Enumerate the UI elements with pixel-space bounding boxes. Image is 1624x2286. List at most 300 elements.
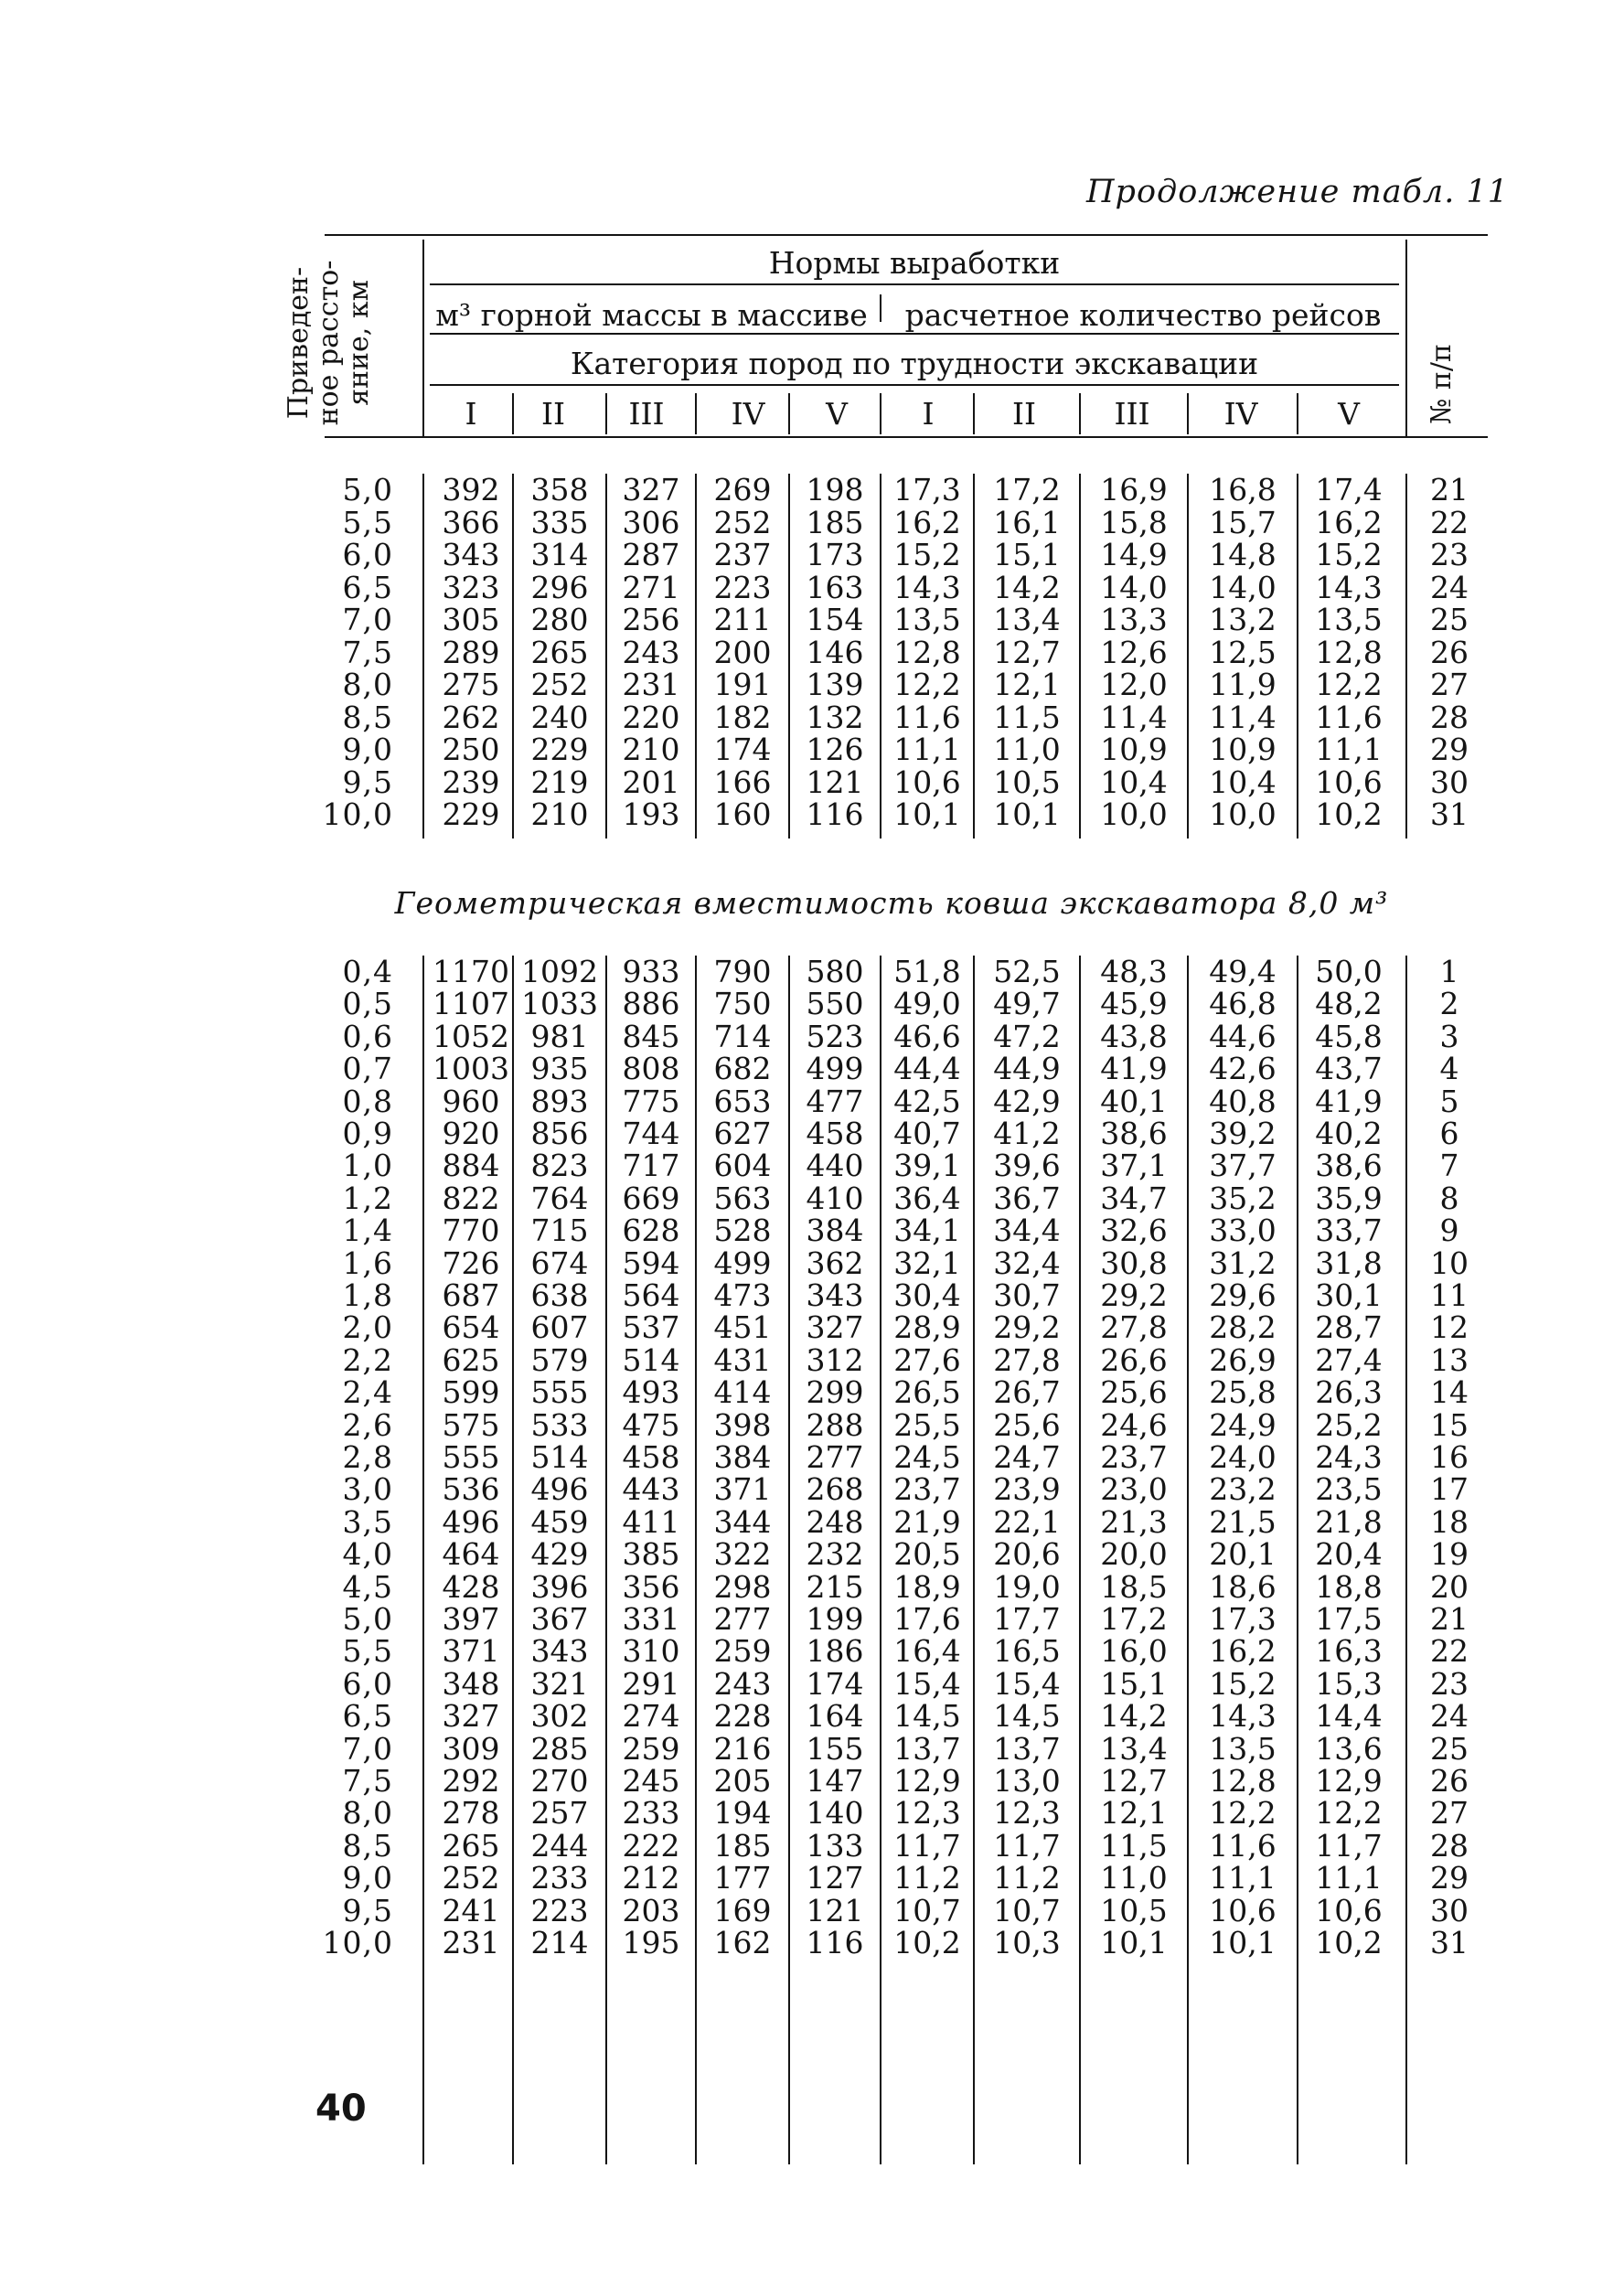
trips-cat4-cell: 31,2 bbox=[1209, 1244, 1277, 1281]
vol-cat4-cell: 269 bbox=[713, 472, 772, 507]
vol-cat3-cell: 628 bbox=[622, 1212, 680, 1249]
vol-cat5-cell: 410 bbox=[806, 1180, 864, 1216]
trips-cat4-cell: 46,8 bbox=[1209, 986, 1277, 1022]
vol-cat2-cell: 935 bbox=[530, 1051, 589, 1087]
table-row bbox=[0, 1603, 1624, 1636]
vol-cat1-cell: 884 bbox=[442, 1148, 500, 1184]
trips-cat1-cell: 26,5 bbox=[893, 1374, 961, 1411]
table-row bbox=[0, 636, 1624, 669]
row-number-cell: 3 bbox=[1439, 1018, 1459, 1054]
vol-cat2-cell: 270 bbox=[530, 1763, 589, 1799]
col-header-sep bbox=[512, 393, 514, 434]
vol-cat3-cell: 245 bbox=[622, 1763, 680, 1799]
trips-cat5-cell: 12,8 bbox=[1315, 634, 1383, 670]
trips-cat5-cell: 25,2 bbox=[1315, 1406, 1383, 1443]
trips-cat1-cell: 16,4 bbox=[893, 1633, 961, 1670]
trips-cat1-cell: 30,4 bbox=[893, 1277, 961, 1313]
distance-cell: 3,0 bbox=[342, 1471, 393, 1508]
vol-cat2-cell: 343 bbox=[530, 1633, 589, 1670]
row-number-cell: 24 bbox=[1430, 569, 1469, 605]
column-separator bbox=[1079, 956, 1081, 2164]
trips-cat5-cell: 16,3 bbox=[1315, 1633, 1383, 1670]
vol-cat3-cell: 256 bbox=[622, 602, 680, 637]
trips-cat3-cell: 12,6 bbox=[1100, 634, 1168, 670]
col-header-trips-5: V bbox=[1338, 396, 1360, 432]
column-separator bbox=[422, 956, 424, 2164]
trips-cat2-cell: 17,2 bbox=[993, 472, 1061, 507]
vol-cat2-cell: 240 bbox=[530, 699, 589, 735]
norms-rule bbox=[430, 283, 1399, 285]
col-header-vol-2: II bbox=[540, 396, 566, 432]
trips-cat1-cell: 12,9 bbox=[893, 1763, 961, 1799]
vol-cat1-cell: 575 bbox=[442, 1406, 500, 1443]
column-separator bbox=[605, 956, 607, 2164]
trips-cat4-cell: 11,9 bbox=[1209, 667, 1277, 702]
table-row bbox=[0, 1341, 1624, 1378]
column-separator bbox=[695, 474, 697, 839]
vol-cat1-cell: 1170 bbox=[433, 954, 509, 989]
vol-cat2-cell: 715 bbox=[530, 1212, 589, 1249]
trips-cat3-cell: 11,5 bbox=[1100, 1827, 1168, 1864]
column-separator bbox=[880, 474, 881, 839]
column-separator bbox=[1405, 474, 1407, 839]
distance-cell: 2,8 bbox=[342, 1439, 393, 1475]
vol-cat1-cell: 397 bbox=[442, 1601, 500, 1637]
trips-cat5-cell: 43,7 bbox=[1315, 1051, 1383, 1087]
vol-cat5-cell: 440 bbox=[806, 1148, 864, 1184]
trips-cat3-cell: 29,2 bbox=[1100, 1277, 1168, 1313]
vol-cat1-cell: 231 bbox=[442, 1925, 500, 1960]
col-header-sep bbox=[788, 393, 790, 434]
trips-cat5-cell: 10,2 bbox=[1315, 796, 1383, 832]
trips-cat5-cell: 27,4 bbox=[1315, 1341, 1383, 1378]
trips-cat5-cell: 21,8 bbox=[1315, 1503, 1383, 1540]
trips-cat1-cell: 12,3 bbox=[893, 1795, 961, 1832]
trips-cat3-cell: 21,3 bbox=[1100, 1503, 1168, 1540]
trips-cat5-cell: 10,6 bbox=[1315, 764, 1383, 800]
trips-cat5-cell: 35,9 bbox=[1315, 1180, 1383, 1216]
vol-cat5-cell: 523 bbox=[806, 1018, 864, 1054]
trips-cat3-cell: 37,1 bbox=[1100, 1148, 1168, 1184]
vol-cat4-cell: 174 bbox=[713, 732, 772, 767]
trips-cat1-cell: 13,7 bbox=[893, 1730, 961, 1767]
vol-cat3-cell: 458 bbox=[622, 1439, 680, 1475]
table-row bbox=[0, 701, 1624, 734]
col-header-sep bbox=[1079, 393, 1081, 434]
trips-cat4-cell: 11,4 bbox=[1209, 699, 1277, 735]
table-row bbox=[0, 1892, 1624, 1928]
distance-cell: 2,0 bbox=[342, 1309, 393, 1346]
vol-cat1-cell: 275 bbox=[442, 667, 500, 702]
table-row bbox=[0, 1020, 1624, 1053]
vol-cat5-cell: 133 bbox=[806, 1827, 864, 1864]
trips-cat1-cell: 15,2 bbox=[893, 537, 961, 572]
row-number-cell: 28 bbox=[1430, 699, 1469, 735]
vol-cat1-cell: 555 bbox=[442, 1439, 500, 1475]
distance-cell: 1,6 bbox=[342, 1244, 393, 1281]
vol-cat3-cell: 195 bbox=[622, 1925, 680, 1960]
vol-cat1-cell: 239 bbox=[442, 764, 500, 800]
vol-cat1-cell: 654 bbox=[442, 1309, 500, 1346]
distance-cell: 7,5 bbox=[342, 634, 393, 670]
vol-cat3-cell: 356 bbox=[622, 1568, 680, 1605]
vol-cat5-cell: 327 bbox=[806, 1309, 864, 1346]
vol-cat4-cell: 653 bbox=[713, 1083, 772, 1119]
vol-cat1-cell: 392 bbox=[442, 472, 500, 507]
col-header-sep bbox=[973, 393, 975, 434]
trips-cat1-cell: 11,2 bbox=[893, 1860, 961, 1896]
col-header-trips-4: IV bbox=[1223, 396, 1258, 432]
row-number-cell: 22 bbox=[1430, 1633, 1469, 1670]
trips-cat2-cell: 16,5 bbox=[993, 1633, 1061, 1670]
vol-cat4-cell: 604 bbox=[713, 1148, 772, 1184]
trips-cat4-cell: 44,6 bbox=[1209, 1018, 1277, 1054]
vol-cat5-cell: 288 bbox=[806, 1406, 864, 1443]
trips-cat2-cell: 12,1 bbox=[993, 667, 1061, 702]
trips-cat3-cell: 10,0 bbox=[1100, 796, 1168, 832]
vol-cat4-cell: 200 bbox=[713, 634, 772, 670]
distance-cell: 7,0 bbox=[342, 602, 393, 637]
vol-cat3-cell: 203 bbox=[622, 1892, 680, 1928]
vol-cat3-cell: 306 bbox=[622, 504, 680, 540]
vol-cat2-cell: 335 bbox=[530, 504, 589, 540]
table-row bbox=[0, 1311, 1624, 1344]
trips-cat4-cell: 37,7 bbox=[1209, 1148, 1277, 1184]
column-separator bbox=[1297, 956, 1298, 2164]
table-row bbox=[0, 733, 1624, 766]
trips-cat4-cell: 10,4 bbox=[1209, 764, 1277, 800]
distance-cell: 8,0 bbox=[342, 667, 393, 702]
vol-cat5-cell: 299 bbox=[806, 1374, 864, 1411]
vol-cat4-cell: 473 bbox=[713, 1277, 772, 1313]
vol-cat4-cell: 160 bbox=[713, 796, 772, 832]
trips-cat3-cell: 14,2 bbox=[1100, 1698, 1168, 1735]
column-separator bbox=[1405, 956, 1407, 2164]
vol-cat2-cell: 302 bbox=[530, 1698, 589, 1735]
vol-cat2-cell: 893 bbox=[530, 1083, 589, 1119]
row-number-cell: 24 bbox=[1430, 1698, 1469, 1735]
vol-cat1-cell: 464 bbox=[442, 1536, 500, 1573]
vol-cat5-cell: 458 bbox=[806, 1116, 864, 1151]
vol-cat2-cell: 496 bbox=[530, 1471, 589, 1508]
distance-cell: 1,2 bbox=[342, 1180, 393, 1216]
trips-cat3-cell: 23,0 bbox=[1100, 1471, 1168, 1508]
row-number-cell: 28 bbox=[1430, 1827, 1469, 1864]
row-number-cell: 26 bbox=[1430, 634, 1469, 670]
trips-cat2-cell: 49,7 bbox=[993, 986, 1061, 1022]
trips-cat4-cell: 28,2 bbox=[1209, 1309, 1277, 1346]
vol-cat5-cell: 127 bbox=[806, 1860, 864, 1896]
vol-cat1-cell: 428 bbox=[442, 1568, 500, 1605]
trips-cat5-cell: 14,3 bbox=[1315, 569, 1383, 605]
trips-cat2-cell: 36,7 bbox=[993, 1180, 1061, 1216]
vol-cat1-cell: 371 bbox=[442, 1633, 500, 1670]
distance-cell: 6,0 bbox=[342, 1665, 393, 1702]
distance-cell: 2,2 bbox=[342, 1341, 393, 1378]
col-header-sep bbox=[880, 393, 881, 434]
table-row bbox=[0, 1765, 1624, 1798]
vol-cat3-cell: 744 bbox=[622, 1116, 680, 1151]
vol-cat4-cell: 185 bbox=[713, 1827, 772, 1864]
distance-cell: 7,5 bbox=[342, 1763, 393, 1799]
row-number-cell: 25 bbox=[1430, 602, 1469, 637]
trips-cat4-cell: 11,1 bbox=[1209, 1860, 1277, 1896]
row-number-cell: 8 bbox=[1439, 1180, 1459, 1216]
table-row bbox=[0, 1700, 1624, 1733]
column-separator bbox=[1079, 474, 1081, 839]
vol-cat4-cell: 211 bbox=[713, 602, 772, 637]
vol-cat2-cell: 223 bbox=[530, 1892, 589, 1928]
vol-cat5-cell: 186 bbox=[806, 1633, 864, 1670]
trips-cat1-cell: 20,5 bbox=[893, 1536, 961, 1573]
trips-cat5-cell: 17,4 bbox=[1315, 472, 1383, 507]
trips-cat5-cell: 11,6 bbox=[1315, 699, 1383, 735]
trips-cat3-cell: 15,1 bbox=[1100, 1665, 1168, 1702]
vol-cat3-cell: 443 bbox=[622, 1471, 680, 1508]
trips-cat3-cell: 26,6 bbox=[1100, 1341, 1168, 1378]
trips-cat2-cell: 29,2 bbox=[993, 1309, 1061, 1346]
vol-cat1-cell: 1107 bbox=[433, 986, 509, 1022]
distance-cell: 8,0 bbox=[342, 1795, 393, 1832]
table-row bbox=[0, 1730, 1624, 1767]
vol-cat5-cell: 232 bbox=[806, 1536, 864, 1573]
header-divider-left bbox=[422, 240, 424, 436]
vol-cat5-cell: 199 bbox=[806, 1601, 864, 1637]
trips-cat2-cell: 22,1 bbox=[993, 1503, 1061, 1540]
col-header-sep bbox=[1297, 393, 1298, 434]
vol-cat4-cell: 371 bbox=[713, 1471, 772, 1508]
trips-cat3-cell: 43,8 bbox=[1100, 1018, 1168, 1054]
vol-cat4-cell: 398 bbox=[713, 1406, 772, 1443]
trips-cat5-cell: 15,3 bbox=[1315, 1665, 1383, 1702]
distance-cell: 6,5 bbox=[342, 569, 393, 605]
trips-cat1-cell: 32,1 bbox=[893, 1244, 961, 1281]
trips-cat2-cell: 32,4 bbox=[993, 1244, 1061, 1281]
trips-cat4-cell: 21,5 bbox=[1209, 1503, 1277, 1540]
row-number-cell: 7 bbox=[1439, 1148, 1459, 1184]
trips-cat2-cell: 14,5 bbox=[993, 1698, 1061, 1735]
vol-cat5-cell: 146 bbox=[806, 634, 864, 670]
trips-cat2-cell: 24,7 bbox=[993, 1439, 1061, 1475]
trips-cat4-cell: 29,6 bbox=[1209, 1277, 1277, 1313]
vol-cat2-cell: 856 bbox=[530, 1116, 589, 1151]
row-number-cell: 25 bbox=[1430, 1730, 1469, 1767]
trips-cat5-cell: 12,2 bbox=[1315, 1795, 1383, 1832]
trips-cat1-cell: 51,8 bbox=[893, 954, 961, 989]
vol-cat2-cell: 981 bbox=[530, 1018, 589, 1054]
trips-cat5-cell: 12,2 bbox=[1315, 667, 1383, 702]
trips-cat4-cell: 13,2 bbox=[1209, 602, 1277, 637]
distance-cell: 0,7 bbox=[342, 1051, 393, 1087]
row-number-cell: 16 bbox=[1430, 1439, 1469, 1475]
trips-cat3-cell: 45,9 bbox=[1100, 986, 1168, 1022]
vol-cat1-cell: 292 bbox=[442, 1763, 500, 1799]
vol-cat5-cell: 163 bbox=[806, 569, 864, 605]
trips-cat2-cell: 25,6 bbox=[993, 1406, 1061, 1443]
vol-cat2-cell: 244 bbox=[530, 1827, 589, 1864]
trips-cat2-cell: 39,6 bbox=[993, 1148, 1061, 1184]
col-header-sep bbox=[1187, 393, 1189, 434]
trips-cat5-cell: 48,2 bbox=[1315, 986, 1383, 1022]
row-number-cell: 14 bbox=[1430, 1374, 1469, 1411]
row-number-cell: 27 bbox=[1430, 667, 1469, 702]
vol-cat3-cell: 220 bbox=[622, 699, 680, 735]
trips-cat2-cell: 11,7 bbox=[993, 1827, 1061, 1864]
vol-cat4-cell: 252 bbox=[713, 504, 772, 540]
vol-cat1-cell: 366 bbox=[442, 504, 500, 540]
vol-cat3-cell: 287 bbox=[622, 537, 680, 572]
vol-cat2-cell: 321 bbox=[530, 1665, 589, 1702]
trips-cat3-cell: 27,8 bbox=[1100, 1309, 1168, 1346]
vol-cat3-cell: 411 bbox=[622, 1503, 680, 1540]
distance-cell: 1,8 bbox=[342, 1277, 393, 1313]
trips-cat1-cell: 16,2 bbox=[893, 504, 961, 540]
page-number: 40 bbox=[315, 2088, 367, 2130]
vol-cat4-cell: 277 bbox=[713, 1601, 772, 1637]
vol-cat5-cell: 139 bbox=[806, 667, 864, 702]
vol-cat4-cell: 790 bbox=[713, 954, 772, 989]
trips-cat3-cell: 14,0 bbox=[1100, 569, 1168, 605]
trips-group-title: расчетное количество рейсов bbox=[904, 297, 1382, 333]
trips-cat2-cell: 30,7 bbox=[993, 1277, 1061, 1313]
trips-cat3-cell: 32,6 bbox=[1100, 1212, 1168, 1249]
distance-cell: 5,0 bbox=[342, 1601, 393, 1637]
vol-cat1-cell: 327 bbox=[442, 1698, 500, 1735]
trips-cat3-cell: 30,8 bbox=[1100, 1244, 1168, 1281]
trips-cat1-cell: 10,1 bbox=[893, 796, 961, 832]
trips-cat2-cell: 11,5 bbox=[993, 699, 1061, 735]
trips-cat1-cell: 24,5 bbox=[893, 1439, 961, 1475]
vol-cat2-cell: 459 bbox=[530, 1503, 589, 1540]
header-bottom-rule bbox=[325, 436, 1488, 438]
column-separator bbox=[880, 956, 881, 2164]
vol-cat5-cell: 140 bbox=[806, 1795, 864, 1832]
vol-cat4-cell: 431 bbox=[713, 1341, 772, 1378]
group-rule bbox=[430, 333, 1399, 335]
trips-cat2-cell: 41,2 bbox=[993, 1116, 1061, 1151]
group-divider bbox=[880, 294, 881, 322]
vol-cat2-cell: 233 bbox=[530, 1860, 589, 1896]
trips-cat5-cell: 14,4 bbox=[1315, 1698, 1383, 1735]
trips-cat4-cell: 10,1 bbox=[1209, 1925, 1277, 1960]
distance-cell: 9,5 bbox=[342, 1892, 393, 1928]
vol-cat5-cell: 147 bbox=[806, 1763, 864, 1799]
table-1-body bbox=[0, 474, 1624, 839]
row-number-cell: 2 bbox=[1439, 986, 1459, 1022]
trips-cat3-cell: 14,9 bbox=[1100, 537, 1168, 572]
trips-cat3-cell: 10,4 bbox=[1100, 764, 1168, 800]
trips-cat4-cell: 13,5 bbox=[1209, 1730, 1277, 1767]
distance-cell: 0,5 bbox=[342, 986, 393, 1022]
col-header-vol-5: V bbox=[826, 396, 848, 432]
vol-cat5-cell: 174 bbox=[806, 1665, 864, 1702]
vol-cat3-cell: 331 bbox=[622, 1601, 680, 1637]
trips-cat4-cell: 18,6 bbox=[1209, 1568, 1277, 1605]
trips-cat1-cell: 12,8 bbox=[893, 634, 961, 670]
table-row bbox=[0, 766, 1624, 799]
header-divider-right bbox=[1405, 240, 1407, 436]
trips-cat2-cell: 19,0 bbox=[993, 1568, 1061, 1605]
trips-cat1-cell: 44,4 bbox=[893, 1051, 961, 1087]
trips-cat3-cell: 10,9 bbox=[1100, 732, 1168, 767]
vol-cat1-cell: 265 bbox=[442, 1827, 500, 1864]
vol-cat2-cell: 285 bbox=[530, 1730, 589, 1767]
trips-cat1-cell: 14,5 bbox=[893, 1698, 961, 1735]
trips-cat1-cell: 14,3 bbox=[893, 569, 961, 605]
trips-cat5-cell: 31,8 bbox=[1315, 1244, 1383, 1281]
trips-cat4-cell: 12,2 bbox=[1209, 1795, 1277, 1832]
trips-cat1-cell: 17,6 bbox=[893, 1601, 961, 1637]
vol-cat2-cell: 533 bbox=[530, 1406, 589, 1443]
distance-cell: 5,5 bbox=[342, 1633, 393, 1670]
vol-cat5-cell: 198 bbox=[806, 472, 864, 507]
table-row bbox=[0, 1279, 1624, 1312]
trips-cat4-cell: 16,8 bbox=[1209, 472, 1277, 507]
trips-cat2-cell: 13,4 bbox=[993, 602, 1061, 637]
trips-cat3-cell: 12,7 bbox=[1100, 1763, 1168, 1799]
trips-cat3-cell: 40,1 bbox=[1100, 1083, 1168, 1119]
vol-cat3-cell: 493 bbox=[622, 1374, 680, 1411]
vol-cat2-cell: 555 bbox=[530, 1374, 589, 1411]
row-number-cell: 26 bbox=[1430, 1763, 1469, 1799]
trips-cat2-cell: 16,1 bbox=[993, 504, 1061, 540]
trips-cat3-cell: 41,9 bbox=[1100, 1051, 1168, 1087]
trips-cat2-cell: 20,6 bbox=[993, 1536, 1061, 1573]
table-row bbox=[0, 539, 1624, 572]
table-row bbox=[0, 1117, 1624, 1150]
vol-cat5-cell: 550 bbox=[806, 986, 864, 1022]
table-row bbox=[0, 988, 1624, 1020]
vol-cat3-cell: 274 bbox=[622, 1698, 680, 1735]
vol-cat2-cell: 764 bbox=[530, 1180, 589, 1216]
norms-title: Нормы выработки bbox=[768, 245, 1061, 281]
vol-cat5-cell: 116 bbox=[806, 1925, 864, 1960]
row-number-cell: 10 bbox=[1430, 1244, 1469, 1281]
vol-cat2-cell: 579 bbox=[530, 1341, 589, 1378]
vol-cat4-cell: 384 bbox=[713, 1439, 772, 1475]
col-header-trips-2: II bbox=[1011, 396, 1037, 432]
vol-cat1-cell: 1003 bbox=[433, 1051, 509, 1087]
trips-cat4-cell: 12,5 bbox=[1209, 634, 1277, 670]
trips-cat2-cell: 42,9 bbox=[993, 1083, 1061, 1119]
column-separator bbox=[422, 474, 424, 839]
continuation-label: Продолжение табл. 11 bbox=[1086, 174, 1509, 210]
vol-cat3-cell: 537 bbox=[622, 1309, 680, 1346]
vol-cat2-cell: 265 bbox=[530, 634, 589, 670]
trips-cat4-cell: 10,0 bbox=[1209, 796, 1277, 832]
distance-cell: 8,5 bbox=[342, 1827, 393, 1864]
column-separator bbox=[605, 474, 607, 839]
trips-cat2-cell: 15,1 bbox=[993, 537, 1061, 572]
row-number-cell: 29 bbox=[1430, 732, 1469, 767]
vol-cat1-cell: 289 bbox=[442, 634, 500, 670]
column-separator bbox=[973, 956, 975, 2164]
col-header-trips-1: I bbox=[922, 396, 935, 432]
table-row bbox=[0, 1797, 1624, 1830]
vol-cat4-cell: 451 bbox=[713, 1309, 772, 1346]
trips-cat2-cell: 11,2 bbox=[993, 1860, 1061, 1896]
vol-cat1-cell: 625 bbox=[442, 1341, 500, 1378]
vol-cat5-cell: 312 bbox=[806, 1341, 864, 1378]
vol-cat2-cell: 257 bbox=[530, 1795, 589, 1832]
vol-cat1-cell: 687 bbox=[442, 1277, 500, 1313]
table-row bbox=[0, 1085, 1624, 1118]
trips-cat5-cell: 11,1 bbox=[1315, 732, 1383, 767]
trips-cat3-cell: 16,0 bbox=[1100, 1633, 1168, 1670]
trips-cat2-cell: 26,7 bbox=[993, 1374, 1061, 1411]
vol-cat4-cell: 166 bbox=[713, 764, 772, 800]
trips-cat3-cell: 11,4 bbox=[1100, 699, 1168, 735]
